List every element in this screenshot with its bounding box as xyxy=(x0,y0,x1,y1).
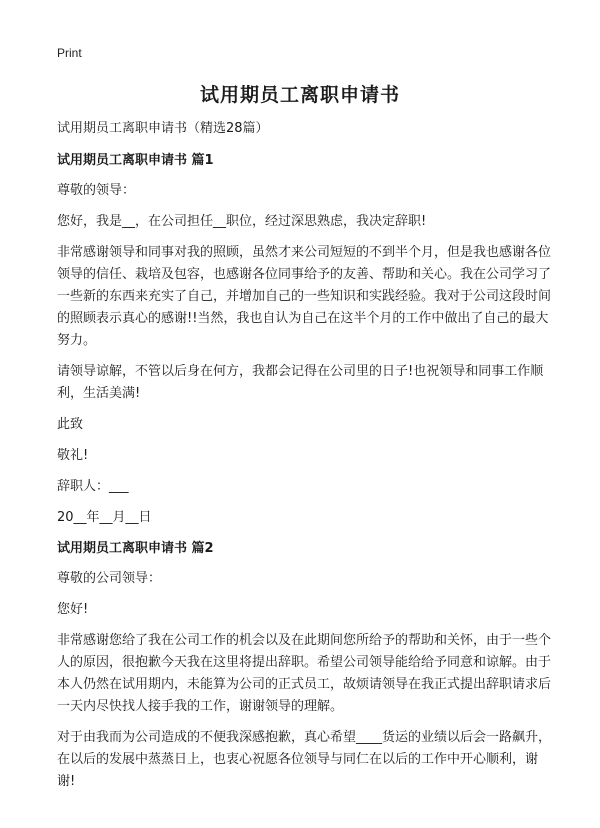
closing-line: 敬礼! xyxy=(57,448,89,463)
closing-line: 此致 xyxy=(57,417,84,432)
date-line: 20__年__月__日 xyxy=(57,510,152,525)
salutation: 尊敬的领导： xyxy=(57,183,136,198)
signature-line: 辞职人：___ xyxy=(57,479,129,494)
salutation: 尊敬的公司领导： xyxy=(57,571,162,586)
section-heading: 试用期员工离职申请书 篇1 xyxy=(57,153,214,168)
section-heading: 试用期员工离职申请书 篇2 xyxy=(57,541,214,556)
paragraph: 请领导谅解，不管以后身在何方，我都会记得在公司里的日子!也祝领导和同事工作顺利，生活美满! xyxy=(57,364,544,401)
paragraph: 对于由我而为公司造成的不便我深感抱歉，真心希望____货运的业绩以后会一路飙升，在以后的发展中蒸蒸日上，也衷心祝愿各位领导与同仁在以后的工作中开心顺利，谢谢! xyxy=(57,730,552,789)
document-body xyxy=(57,118,553,802)
document-subtitle: 试用期员工离职申请书（精选28篇） xyxy=(57,121,269,136)
document-title: 试用期员工离职申请书 xyxy=(199,84,400,106)
paragraph: 非常感谢领导和同事对我的照顾，虽然才来公司短短的不到半个月，但是我也感谢各位领导的信任、栽培及包容，也感谢各位同事给予的友善、帮助和关心。我在公司学习了一些新的东西来充实了自己，并增加自己的一些知识和实践经验。我对于公司这段时间的照顾表示真心的感谢!!当然，我也自认为自己在这半个月的工作中做出了自己的最大努力。 xyxy=(57,245,552,348)
print-label: Print xyxy=(57,46,82,60)
paragraph: 非常感谢您给了我在公司工作的机会以及在此期间您所给予的帮助和关怀，由于一些个人的原因，很抱歉今天我在这里将提出辞职。希望公司领导能给给予同意和谅解。由于本人仍然在试用期内，未能算为公司的正式员工，故烦请领导在我正式提出辞职请求后一天内尽快找人接手我的工作，谢谢领导的理解。 xyxy=(57,633,552,714)
greeting: 您好! xyxy=(57,602,89,617)
paragraph: 您好，我是__，在公司担任__职位，经过深思熟虑，我决定辞职! xyxy=(57,214,427,229)
